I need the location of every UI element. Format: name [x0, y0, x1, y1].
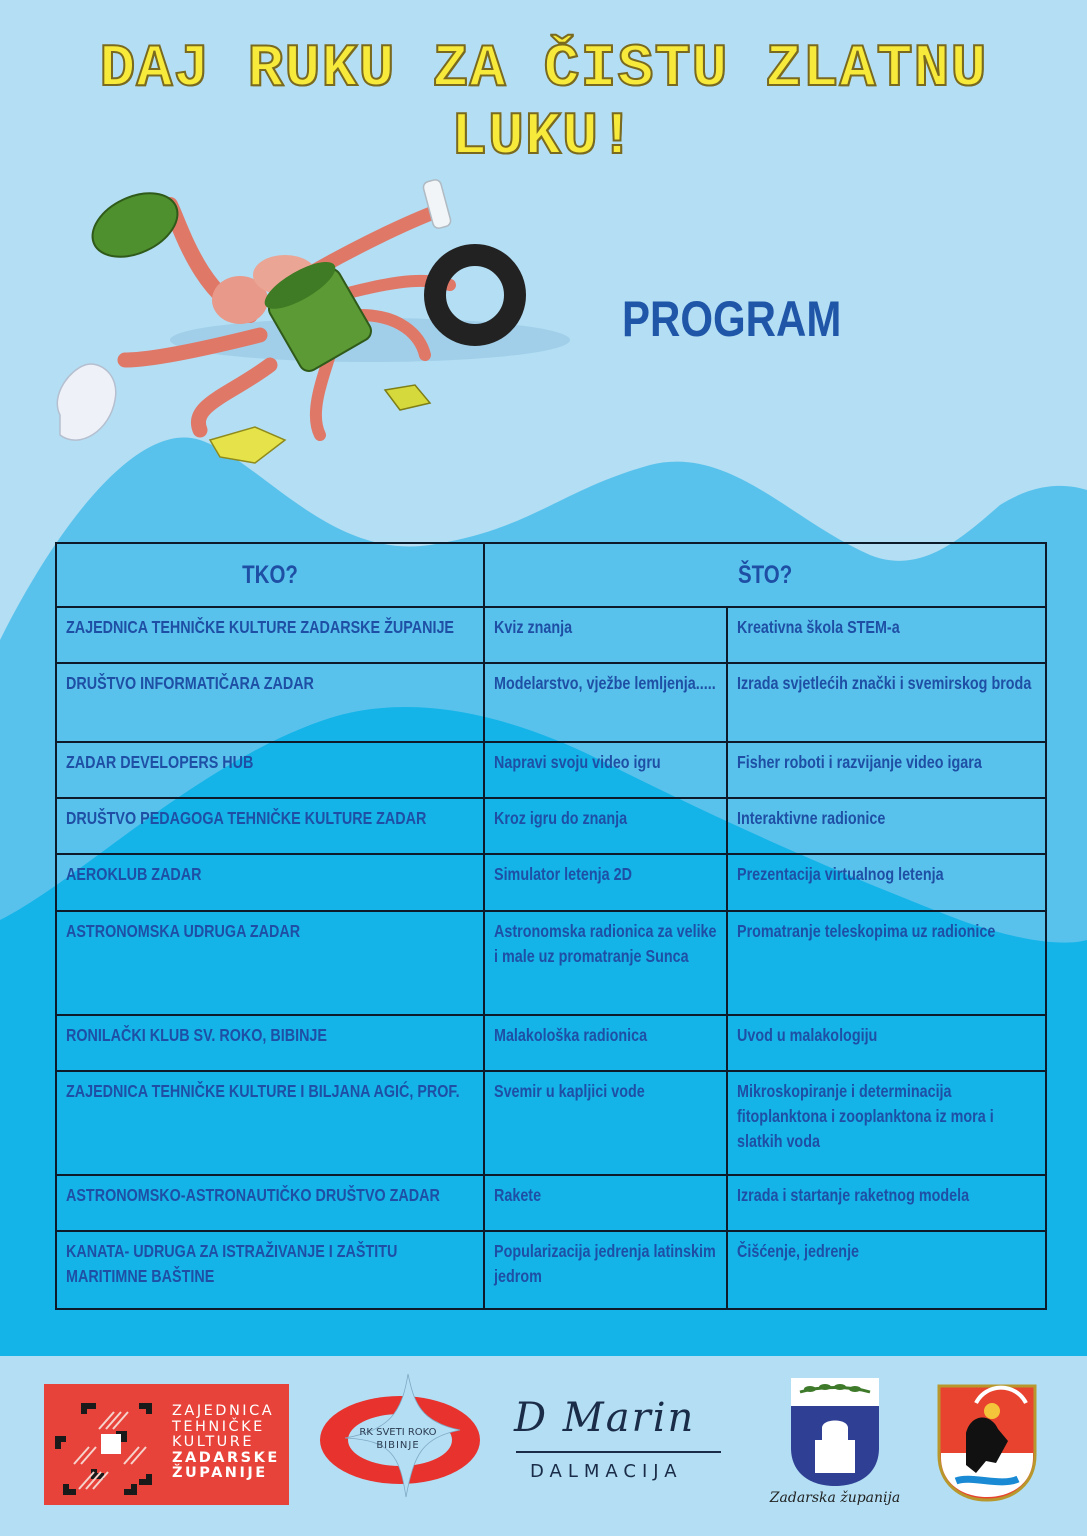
- cell-who: AEROKLUB ZADAR: [56, 854, 484, 911]
- rk-text: RK SVETI ROKO BIBINJE: [359, 1427, 437, 1451]
- d-marin-caption: DALMACIJA: [530, 1461, 683, 1482]
- cell-what-2: Promatranje teleskopima uz radionice: [727, 911, 1046, 1015]
- trash-lid-icon: [82, 181, 187, 270]
- cell-what-1: Kviz znanja: [484, 607, 727, 663]
- logo-zadar-city: [936, 1383, 1038, 1503]
- brush-icon: [385, 385, 430, 410]
- table-row: [56, 911, 1046, 1015]
- table-row: [56, 742, 1046, 798]
- octopus-illustration: [40, 165, 580, 475]
- shovel-icon: [210, 427, 285, 463]
- cell-who: ASTRONOMSKO-ASTRONAUTIČKO DRUŠTVO ZADAR: [56, 1175, 484, 1231]
- d-marin-rule: [516, 1451, 721, 1453]
- cell-who: DRUŠTVO INFORMATIČARA ZADAR: [56, 663, 484, 742]
- cell-what-1: Astronomska radionica za velike i male uz promatranje Sunca: [484, 911, 727, 1015]
- logo-ztk: [44, 1384, 289, 1505]
- program-heading: PROGRAM: [622, 291, 842, 347]
- cell-who: ZADAR DEVELOPERS HUB: [56, 742, 484, 798]
- cell-what-2: Izrada i startanje raketnog modela: [727, 1175, 1046, 1231]
- cell-what-1: Malakološka radionica: [484, 1015, 727, 1071]
- d-marin-script: D Marin: [514, 1395, 696, 1441]
- table-row: [56, 854, 1046, 911]
- cell-what-2: Čišćenje, jedrenje: [727, 1231, 1046, 1309]
- cell-who: ZAJEDNICA TEHNIČKE KULTURE I BILJANA AGIĆ, PROF.: [56, 1071, 484, 1175]
- table-row: [56, 1071, 1046, 1175]
- zadar-coat-of-arms-icon: [936, 1383, 1038, 1503]
- ztk-text: ZAJEDNICA TEHNIČKE KULTURE ZADARSKE ŽUPANIJE: [172, 1403, 280, 1481]
- cell-what-1: Kroz igru do znanja: [484, 798, 727, 854]
- poster-title: DAJ RUKU ZA ČISTU ZLATNU LUKU!: [99, 36, 988, 172]
- table-header-row: [56, 543, 1046, 607]
- cell-who: ASTRONOMSKA UDRUGA ZADAR: [56, 911, 484, 1015]
- table-row: [56, 798, 1046, 854]
- header-who: TKO?: [56, 543, 484, 607]
- table-row: [56, 1231, 1046, 1309]
- cell-what-2: Fisher roboti i razvijanje video igara: [727, 742, 1046, 798]
- cell-what-1: Rakete: [484, 1175, 727, 1231]
- table-row: [56, 663, 1046, 742]
- cell-what-2: Prezentacija virtualnog letenja: [727, 854, 1046, 911]
- table-row: [56, 1175, 1046, 1231]
- cell-what-1: Popularizacija jedrenja latinskim jedrom: [484, 1231, 727, 1309]
- cell-who: KANATA- UDRUGA ZA ISTRAŽIVANJE I ZAŠTITU MARITIMNE BAŠTINE: [56, 1231, 484, 1309]
- county-shield-icon: [760, 1378, 910, 1488]
- logo-d-marin: [510, 1395, 740, 1490]
- header-what: ŠTO?: [484, 543, 1046, 607]
- cell-what-2: Mikroskopiranje i determinacija fitoplanktona i zooplanktona iz mora i slatkih voda: [727, 1071, 1046, 1175]
- county-caption: Zadarska županija: [769, 1490, 901, 1506]
- logo-rk-sveti-roko: [310, 1372, 490, 1502]
- cell-what-2: Interaktivne radionice: [727, 798, 1046, 854]
- cell-what-2: Uvod u malakologiju: [727, 1015, 1046, 1071]
- cell-what-2: Izrada svjetlećih znački i svemirskog broda: [727, 663, 1046, 742]
- cell-what-1: Svemir u kapljici vode: [484, 1071, 727, 1175]
- table-row: [56, 607, 1046, 663]
- program-table: [55, 542, 1047, 1310]
- cell-what-1: Simulator letenja 2D: [484, 854, 727, 911]
- cell-who: RONILAČKI KLUB SV. ROKO, BIBINJE: [56, 1015, 484, 1071]
- ztk-mark-icon: [44, 1384, 164, 1505]
- logo-zadarska-zupanija: [760, 1378, 910, 1513]
- cell-what-1: Napravi svoju video igru: [484, 742, 727, 798]
- cell-who: ZAJEDNICA TEHNIČKE KULTURE ZADARSKE ŽUPANIJE: [56, 607, 484, 663]
- cell-what-1: Modelarstvo, vježbe lemljenja.....: [484, 663, 727, 742]
- cell-what-2: Kreativna škola STEM-a: [727, 607, 1046, 663]
- plastic-bag-icon: [57, 364, 115, 440]
- cell-who: DRUŠTVO PEDAGOGA TEHNIČKE KULTURE ZADAR: [56, 798, 484, 854]
- table-row: [56, 1015, 1046, 1071]
